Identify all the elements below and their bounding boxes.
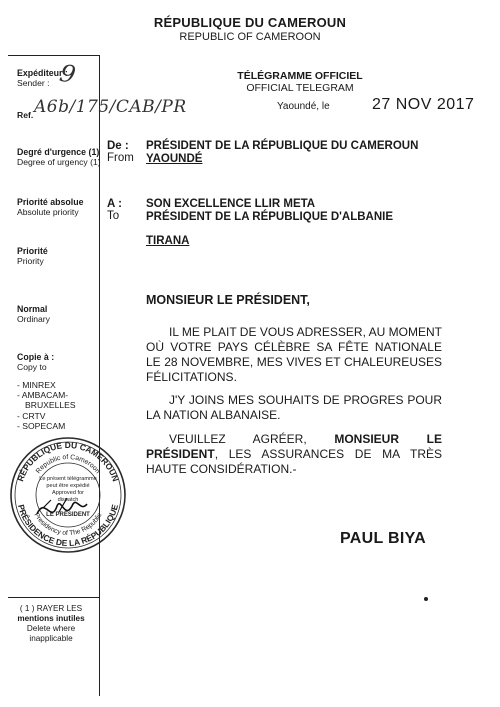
seal-center-line: dispatch [57,497,79,503]
from-label-en: From [107,152,134,164]
salutation-text: MONSIEUR LE PRÉSIDENT, [146,293,310,307]
absolute-priority-block [17,197,83,218]
footnote-line: inapplicable [29,634,73,643]
ref-label: Ref. [17,110,34,120]
paragraph-3 [146,432,442,477]
to-line-1: SON EXCELLENCE LLIR META [146,198,316,210]
svg-text:Republic of Cameroon [35,454,101,475]
distribution-item: - CRTV [17,410,46,421]
seal-center-line: Le présent télégramme [39,476,97,482]
paragraph-1-text: IL ME PLAIT DE VOUS ADRESSER, AU MOMENT OÙ VOTRE PAYS CÉLÈBRE SA FÊTE NATIONALE LE 28 NOVEMBRE, MES VIVES ET CHALEUREUSES FÉLICITATIONS. [146,325,442,384]
republic-title-fr: RÉPUBLIQUE DU CAMEROUN [153,15,347,30]
paragraph-2-text: J'Y JOINS MES SOUHAITS DE PROGRES POUR LA NATION ALBANAISE. [146,393,442,422]
salutation [146,293,310,307]
priority-en: Priority [17,256,44,267]
to-label-en: To [107,210,120,222]
from-label-fr: De : [107,140,129,152]
date-place: Yaoundé, le [277,101,330,112]
to-line-2: PRÉSIDENT DE LA RÉPUBLIQUE D'ALBANIE [146,211,394,223]
footnote-line: mentions inutiles [17,614,85,623]
from-line-1: PRÉSIDENT DE LA RÉPUBLIQUE DU CAMEROUN [146,140,419,152]
date-stamp: 27 NOV 2017 [372,96,475,113]
footnote [10,604,92,644]
seal-center-line: peut être expédié [46,483,90,489]
absolute-priority-fr: Priorité absolue [17,197,84,207]
absolute-priority-en: Absolute priority [17,207,79,218]
urgency-block [17,147,101,168]
priority-fr: Priorité [17,246,48,256]
distribution-list [17,380,76,431]
paragraph-2 [146,393,442,423]
copy-block [17,352,54,373]
ref-handwritten-value: A6b/175/CAB/PR [34,97,187,117]
copy-label-fr: Copie à : [17,352,55,362]
republic-title-en: REPUBLIC OF CAMEROON [179,31,321,43]
author-name: PAUL BIYA [340,530,426,547]
telegram-title-fr: TÉLÉGRAMME OFFICIEL [237,70,363,82]
telegram-title-en: OFFICIAL TELEGRAM [246,82,354,94]
distribution-item: - MINREX [17,380,56,390]
from-label-block [107,140,134,164]
ink-dot [424,597,428,601]
normal-en: Ordinary [17,314,50,325]
footnote-line: Delete where [26,624,76,633]
sidebar-bottom-rule [8,597,100,598]
to-line-3: TIRANA [146,235,190,247]
urgency-label-fr: Degré d'urgence (1) [17,147,100,157]
footnote-line: ( 1 ) RAYER LES [19,604,83,613]
seal-outer-bottom-text: PRÉSIDENCE DE LA RÉPUBLIQUE [16,503,120,549]
sender-handwritten-mark: 9 [57,58,79,90]
sender-label-fr: Expéditeur : [17,68,68,78]
sender-label-en: Sender : [17,78,50,89]
normal-block [17,304,50,325]
seal-center-line: Approved for [51,490,85,496]
copy-label-en: Copy to [17,362,47,373]
from-line-2: YAOUNDÉ [146,153,203,165]
to-label-block [107,198,122,222]
normal-fr: Normal [17,304,48,314]
presidential-seal-stamp [7,434,129,556]
sidebar-top-rule [8,55,100,56]
distribution-item: - AMBACAM- [17,390,69,401]
distribution-item: - SOPECAM [17,420,66,431]
paragraph-1 [146,325,442,385]
to-label-fr: A : [107,198,122,210]
distribution-item: BRUXELLES [25,400,76,411]
seal-outer-top-text: RÉPUBLIQUE DU CAMEROUN [15,439,121,483]
paragraph-3-emphasis: MONSIEUR LE PRÉSIDENT [146,432,442,461]
priority-block [17,246,48,267]
seal-inner-top-text: Republic of Cameroon [34,453,102,476]
urgency-label-en: Degree of urgency (1) [17,157,101,168]
paragraph-3-text-end: , LES ASSURANCES DE MA TRÈS HAUTE CONSIDÉRATION.- [146,447,442,476]
paragraph-3-text: VEUILLEZ AGRÉER, [169,432,335,446]
seal-center-title: LE PRÉSIDENT [46,512,90,518]
seal-inner-bottom-text: Presidency of The Republic [32,511,104,538]
